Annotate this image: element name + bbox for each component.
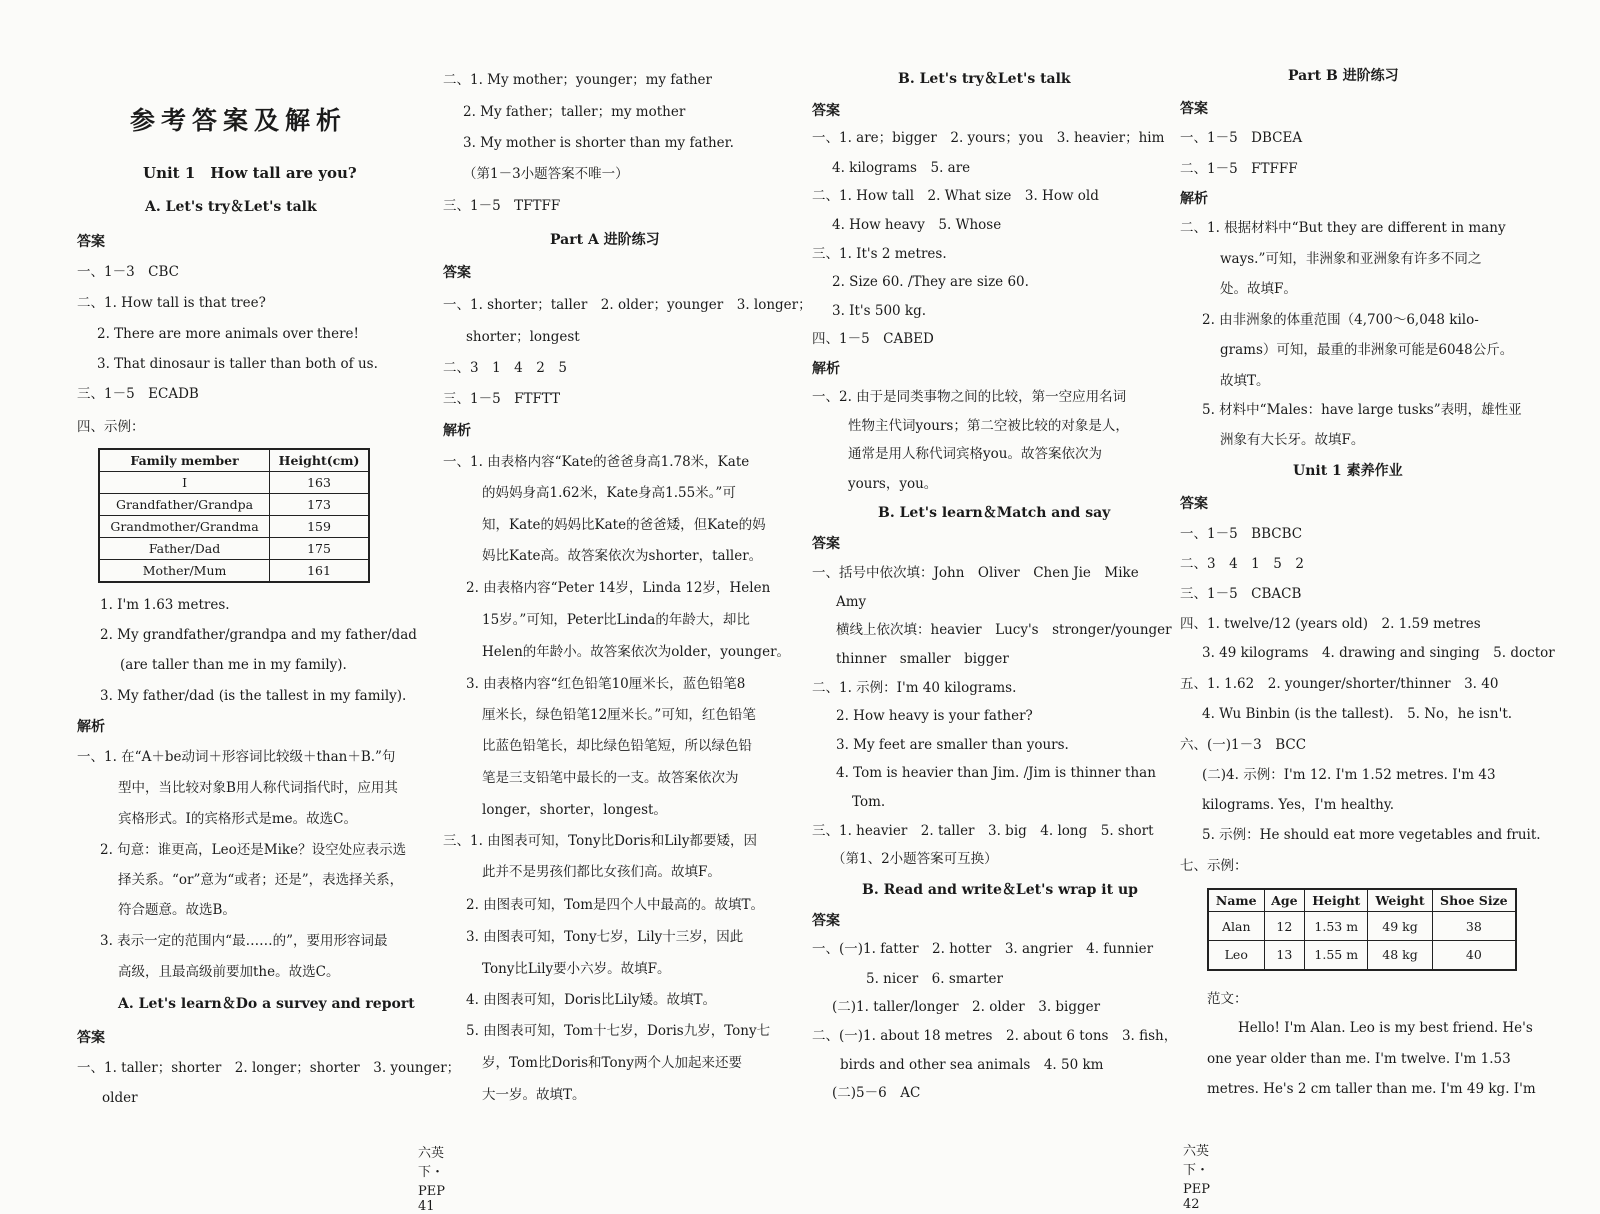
answer-line: 4. Wu Binbin (is the tallest). 5. No，he isn't. bbox=[1202, 706, 1513, 722]
answer-line: (二)5－6 AC bbox=[832, 1085, 921, 1101]
answer-line: 3. My mother is shorter than my father. bbox=[463, 135, 734, 151]
analysis-line: ways.”可知，非洲象和亚洲象有许多不同之 bbox=[1220, 251, 1482, 267]
section-heading: Part A 进阶练习 bbox=[550, 232, 660, 248]
analysis-line: 4. 由图表可知，Doris比Lily矮。故填T。 bbox=[466, 992, 717, 1008]
table-header: Name bbox=[1208, 889, 1264, 912]
analysis-line: 3. 表示一定的范围内“最……的”，要用形容词最 bbox=[100, 933, 388, 949]
table-cell: Father/Dad bbox=[99, 538, 270, 560]
answer-line: 一、1. shorter；taller 2. older；younger 3. longer； bbox=[443, 297, 812, 313]
analysis-line: 知，Kate的妈妈比Kate的爸爸矮，但Kate的妈 bbox=[482, 517, 766, 533]
essay-label: 范文： bbox=[1207, 991, 1248, 1007]
analysis-line: 型中，当比较对象B用人称代词指代时，应用其 bbox=[118, 780, 398, 796]
family-height-table bbox=[98, 448, 370, 583]
answer-line: 3. It's 500 kg. bbox=[832, 303, 927, 319]
answer-line: 二、1－5 FTFFF bbox=[1180, 161, 1298, 177]
answer-label: 答案 bbox=[1180, 101, 1208, 117]
table-cell: 173 bbox=[270, 494, 369, 516]
answer-line: 六、(一)1－3 BCC bbox=[1180, 737, 1307, 753]
analysis-line: 笔是三支铅笔中最长的一支。故答案依次为 bbox=[482, 770, 739, 786]
answer-line: 4. kilograms 5. are bbox=[832, 160, 971, 176]
section-heading: B. Let's try＆Let's talk bbox=[898, 71, 1071, 87]
analysis-line: 3. 由图表可知，Tony七岁，Lily十三岁，因此 bbox=[466, 929, 744, 945]
answer-label: 答案 bbox=[812, 536, 840, 552]
answer-line: 5. 示例：He should eat more vegetables and fruit. bbox=[1202, 827, 1541, 843]
answer-line: 二、(一)1. about 18 metres 2. about 6 tons 3. fish， bbox=[812, 1028, 1178, 1044]
answer-line: 一、1－5 DBCEA bbox=[1180, 130, 1303, 146]
section-heading: B. Read and write＆Let's wrap it up bbox=[862, 882, 1138, 898]
answer-note: （第1－3小题答案不唯一） bbox=[463, 166, 629, 182]
table-header: Weight bbox=[1368, 889, 1432, 912]
section-heading: Unit 1 素养作业 bbox=[1293, 463, 1403, 479]
table-row bbox=[99, 472, 369, 494]
analysis-line: yours，you。 bbox=[848, 476, 938, 492]
answer-line: kilograms. Yes，I'm healthy. bbox=[1202, 797, 1394, 813]
answer-line: older bbox=[102, 1090, 138, 1106]
analysis-line: 通常是用人称代词宾格you。故答案依次为 bbox=[848, 446, 1102, 462]
table-header: Age bbox=[1264, 889, 1305, 912]
table-cell: 175 bbox=[270, 538, 369, 560]
analysis-line: 5. 材料中“Males：have large tusks”表明，雄性亚 bbox=[1202, 402, 1522, 418]
table-row bbox=[99, 516, 369, 538]
answer-label: 答案 bbox=[812, 913, 840, 929]
answer-line: 三、1－5 TFTFF bbox=[443, 198, 561, 214]
analysis-line: 一、2. 由于是同类事物之间的比较，第一空应用名词 bbox=[812, 389, 1127, 405]
analysis-line: 2. 由非洲象的体重范围（4,700～6,048 kilo- bbox=[1202, 312, 1479, 328]
answer-line: 四、1－5 CABED bbox=[812, 331, 934, 347]
table-cell: Alan bbox=[1208, 912, 1264, 941]
analysis-line: 性物主代词yours；第二空被比较的对象是人， bbox=[848, 418, 1129, 434]
table-cell: 12 bbox=[1264, 912, 1305, 941]
answer-line: Tom. bbox=[852, 794, 886, 810]
table-cell: I bbox=[99, 472, 270, 494]
answer-line: 四、1. twelve/12 (years old) 2. 1.59 metres bbox=[1180, 616, 1481, 632]
answer-line: 二、3 4 1 5 2 bbox=[1180, 556, 1304, 572]
table-header: Height(cm) bbox=[270, 449, 369, 472]
table-cell: Grandmother/Grandma bbox=[99, 516, 270, 538]
analysis-label: 解析 bbox=[443, 423, 471, 439]
table-row bbox=[99, 538, 369, 560]
analysis-line: Helen的年龄小。故答案依次为older，younger。 bbox=[482, 644, 791, 660]
analysis-line: 2. 由表格内容“Peter 14岁，Linda 12岁，Helen bbox=[466, 580, 771, 596]
analysis-line: 2. 句意：谁更高，Leo还是Mike？设空处应表示选 bbox=[100, 842, 407, 858]
section-heading: Part B 进阶练习 bbox=[1288, 68, 1399, 84]
answer-label: 答案 bbox=[1180, 496, 1208, 512]
analysis-line: 大一岁。故填T。 bbox=[482, 1087, 586, 1103]
answer-line: 一、1. taller；shorter 2. longer；shorter 3. younger； bbox=[77, 1060, 461, 1076]
answer-line: (are taller than me in my family). bbox=[120, 657, 347, 673]
table-cell: Mother/Mum bbox=[99, 560, 270, 583]
section-heading: A. Let's try＆Let's talk bbox=[145, 199, 317, 215]
answer-line: 二、1. How tall 2. What size 3. How old bbox=[812, 188, 1099, 204]
analysis-line: 此并不是男孩们都比女孩们高。故填F。 bbox=[482, 864, 721, 880]
analysis-line: 岁，Tom比Doris和Tony两个人加起来还要 bbox=[482, 1055, 742, 1071]
table-cell: 163 bbox=[270, 472, 369, 494]
answer-note: （第1、2小题答案可互换） bbox=[832, 851, 998, 867]
analysis-line: 2. 由图表可知，Tom是四个人中最高的。故填T。 bbox=[466, 897, 765, 913]
answer-line: 三、1－5 ECADB bbox=[77, 386, 199, 402]
table-cell: 161 bbox=[270, 560, 369, 583]
answer-line: Amy bbox=[836, 594, 867, 610]
answer-line: 四、示例： bbox=[77, 419, 145, 435]
answer-line: shorter；longest bbox=[466, 329, 580, 345]
table-cell: 159 bbox=[270, 516, 369, 538]
answer-line: 三、1. It's 2 metres. bbox=[812, 246, 947, 262]
table-row bbox=[1208, 912, 1516, 941]
analysis-line: Tony比Lily要小六岁。故填F。 bbox=[482, 961, 671, 977]
essay-line: Hello! I'm Alan. Leo is my best friend. He's bbox=[1238, 1020, 1533, 1036]
table-header: Shoe Size bbox=[1432, 889, 1516, 912]
answer-line: 4. Tom is heavier than Jim. /Jim is thinner than bbox=[836, 765, 1156, 781]
answer-line: 三、1－5 CBACB bbox=[1180, 586, 1302, 602]
page-footer: 六英下・PEP 41 bbox=[418, 1146, 458, 1214]
table-row bbox=[1208, 941, 1516, 970]
analysis-line: 故填T。 bbox=[1220, 373, 1270, 389]
answer-line: 五、1. 1.62 2. younger/shorter/thinner 3. 40 bbox=[1180, 676, 1499, 692]
student-info-table bbox=[1207, 888, 1517, 971]
answer-line: (二)1. taller/longer 2. older 3. bigger bbox=[832, 999, 1101, 1015]
table-cell: 48 kg bbox=[1368, 941, 1432, 970]
table-row bbox=[99, 560, 369, 583]
answer-line: 三、1. heavier 2. taller 3. big 4. long 5. short bbox=[812, 823, 1154, 839]
answer-label: 答案 bbox=[812, 103, 840, 119]
answer-line: 一、括号中依次填：John Oliver Chen Jie Mike bbox=[812, 565, 1139, 581]
answer-line: 一、1－3 CBC bbox=[77, 264, 180, 280]
section-heading: A. Let's learn＆Do a survey and report bbox=[118, 996, 415, 1012]
analysis-line: 高级，且最高级前要加the。故选C。 bbox=[118, 964, 340, 980]
answer-line: 3. That dinosaur is taller than both of us. bbox=[97, 356, 378, 372]
answer-line: 二、3 1 4 2 5 bbox=[443, 360, 567, 376]
analysis-line: 15岁。”可知，Peter比Linda的年龄大，却比 bbox=[482, 612, 750, 628]
answer-line: birds and other sea animals 4. 50 km bbox=[840, 1057, 1104, 1073]
analysis-line: 的妈妈身高1.62米，Kate身高1.55米。”可 bbox=[482, 485, 736, 501]
analysis-line: 处。故填F。 bbox=[1220, 281, 1297, 297]
table-cell: 13 bbox=[1264, 941, 1305, 970]
answer-line: 2. My father；taller；my mother bbox=[463, 104, 686, 120]
section-heading: B. Let's learn＆Match and say bbox=[878, 505, 1111, 521]
analysis-line: longer，shorter，longest。 bbox=[482, 802, 667, 818]
table-cell: Leo bbox=[1208, 941, 1264, 970]
answer-line: 三、1－5 FTFTT bbox=[443, 391, 561, 407]
answer-line: 3. My feet are smaller than yours. bbox=[836, 737, 1069, 753]
answer-line: 3. My father/dad (is the tallest in my family). bbox=[100, 688, 407, 704]
answer-line: 3. 49 kilograms 4. drawing and singing 5. doctor bbox=[1202, 645, 1555, 661]
answer-line: 二、1. My mother；younger；my father bbox=[443, 72, 712, 88]
analysis-line: 择关系。“or”意为“或者；还是”，表选择关系， bbox=[118, 872, 404, 888]
answer-line: 七、示例： bbox=[1180, 858, 1248, 874]
answer-label: 答案 bbox=[77, 1030, 105, 1046]
table-header: Height bbox=[1305, 889, 1368, 912]
answer-line: 4. How heavy 5. Whose bbox=[832, 217, 1002, 233]
page-footer: 六英下・PEP 42 bbox=[1183, 1144, 1223, 1212]
table-header: Family member bbox=[99, 449, 270, 472]
unit-title: Unit 1 How tall are you? bbox=[143, 164, 357, 182]
answer-line: 一、1. are；bigger 2. yours；you 3. heavier；him bbox=[812, 130, 1165, 146]
page-title: 参考答案及解析 bbox=[130, 106, 348, 135]
answer-line: 二、1. How tall is that tree? bbox=[77, 295, 266, 311]
analysis-label: 解析 bbox=[812, 361, 840, 377]
analysis-line: 三、1. 由图表可知，Tony比Doris和Lily都要矮，因 bbox=[443, 833, 757, 849]
analysis-line: 比蓝色铅笔长，却比绿色铅笔短，所以绿色铅 bbox=[482, 738, 752, 754]
table-row bbox=[99, 494, 369, 516]
table-cell: 38 bbox=[1432, 912, 1516, 941]
answer-line: (二)4. 示例：I'm 12. I'm 1.52 metres. I'm 43 bbox=[1202, 767, 1496, 783]
analysis-line: 符合题意。故选B。 bbox=[118, 902, 236, 918]
analysis-line: 3. 由表格内容“红色铅笔10厘米长，蓝色铅笔8 bbox=[466, 676, 746, 692]
analysis-line: 洲象有大长牙。故填F。 bbox=[1220, 432, 1365, 448]
answer-label: 答案 bbox=[443, 265, 471, 281]
answer-line: 2. Size 60. /They are size 60. bbox=[832, 274, 1029, 290]
analysis-line: 一、1. 在“A＋be动词＋形容词比较级＋than＋B.”句 bbox=[77, 749, 396, 765]
table-cell: 1.53 m bbox=[1305, 912, 1368, 941]
answer-line: 一、1－5 BBCBC bbox=[1180, 526, 1303, 542]
analysis-line: 5. 由图表可知，Tom十七岁，Doris九岁，Tony七 bbox=[466, 1023, 771, 1039]
answer-line: 1. I'm 1.63 metres. bbox=[100, 597, 230, 613]
analysis-label: 解析 bbox=[77, 719, 105, 735]
answer-line: 横线上依次填：heavier Lucy's stronger/younger bbox=[836, 622, 1172, 638]
analysis-line: 妈比Kate高。故答案依次为shorter，taller。 bbox=[482, 548, 763, 564]
answer-line: 5. nicer 6. smarter bbox=[866, 971, 1003, 987]
table-cell: Grandfather/Grandpa bbox=[99, 494, 270, 516]
table-cell: 49 kg bbox=[1368, 912, 1432, 941]
analysis-line: 宾格形式。I的宾格形式是me。故选C。 bbox=[118, 811, 357, 827]
answer-label: 答案 bbox=[77, 234, 105, 250]
analysis-label: 解析 bbox=[1180, 191, 1208, 207]
analysis-line: 二、1. 根据材料中“But they are different in many bbox=[1180, 220, 1506, 236]
answer-line: thinner smaller bigger bbox=[836, 651, 1009, 667]
analysis-line: grams）可知，最重的非洲象可能是6048公斤。 bbox=[1220, 342, 1514, 358]
table-cell: 1.55 m bbox=[1305, 941, 1368, 970]
answer-line: 2. There are more animals over there! bbox=[97, 326, 359, 342]
answer-line: 2. How heavy is your father? bbox=[836, 708, 1033, 724]
answer-line: 2. My grandfather/grandpa and my father/dad bbox=[100, 627, 417, 643]
table-cell: 40 bbox=[1432, 941, 1516, 970]
analysis-line: 一、1. 由表格内容“Kate的爸爸身高1.78米，Kate bbox=[443, 454, 750, 470]
analysis-line: 厘米长，绿色铅笔12厘米长。”可知，红色铅笔 bbox=[482, 707, 756, 723]
answer-line: 一、(一)1. fatter 2. hotter 3. angrier 4. funnier bbox=[812, 941, 1154, 957]
essay-line: one year older than me. I'm twelve. I'm 1.53 bbox=[1207, 1051, 1511, 1067]
essay-line: metres. He's 2 cm taller than me. I'm 49 kg. I'm bbox=[1207, 1081, 1536, 1097]
answer-line: 二、1. 示例：I'm 40 kilograms. bbox=[812, 680, 1017, 696]
